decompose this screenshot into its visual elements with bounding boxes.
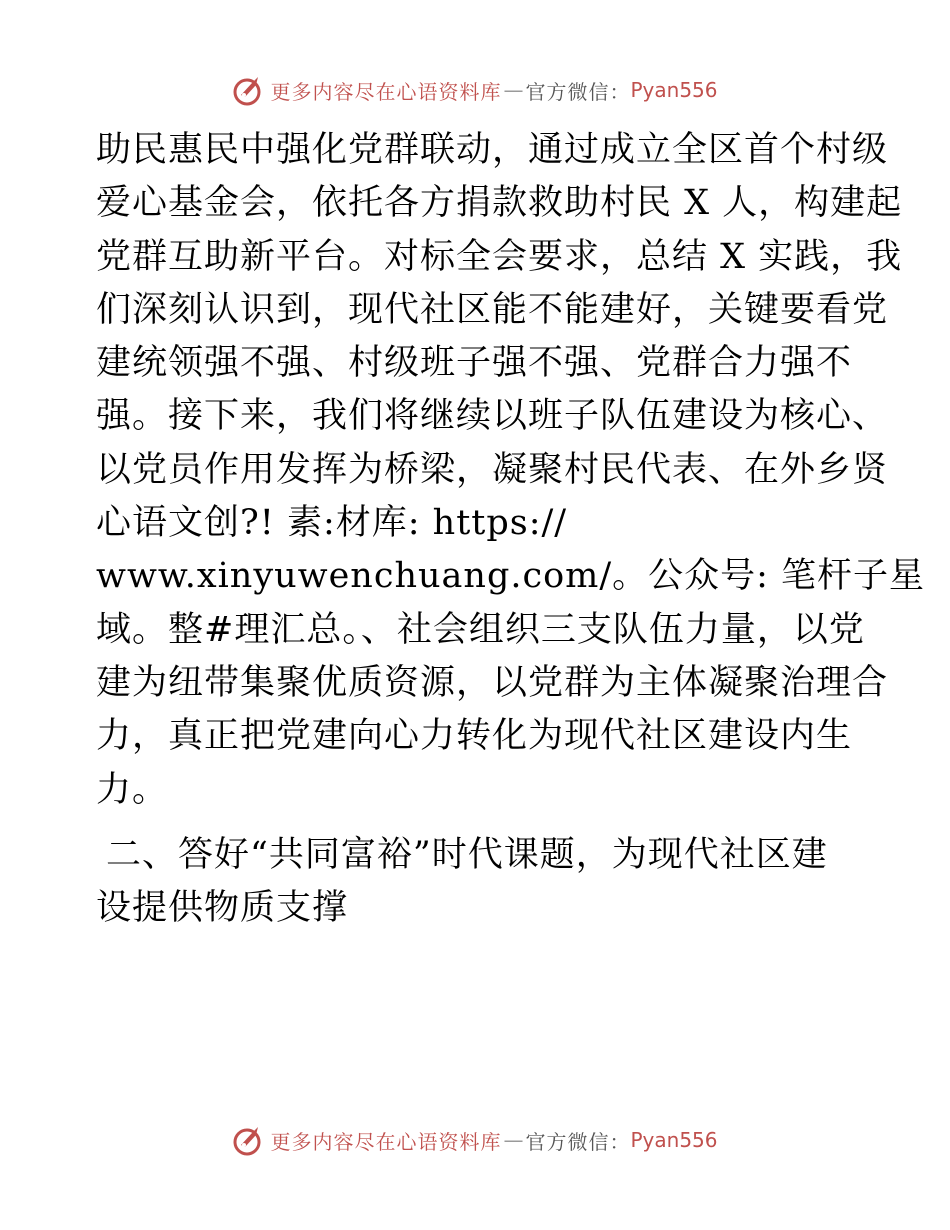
pen-nib-circle-icon (232, 73, 266, 107)
watermark-label: 官方微信： (525, 79, 631, 104)
watermark-text: 更多内容尽在心语资料库 (270, 79, 502, 104)
text-line: 党群互助新平台。对标全会要求，总结 X 实践，我 (96, 236, 903, 277)
header-watermark (0, 70, 950, 110)
watermark-account: Pyan556 (630, 78, 718, 102)
text-line: 以党员作用发挥为桥梁，凝聚村民代表、在外乡贤 (96, 449, 889, 490)
watermark-account: Pyan556 (630, 1128, 718, 1152)
pen-nib-circle-icon (232, 1123, 266, 1157)
watermark-text: 更多内容尽在心语资料库 (270, 1129, 502, 1154)
text-line: 建为纽带集聚优质资源，以党群为主体凝聚治理合 (96, 662, 889, 703)
text-line: 域。整#理汇总。、社会组织三支队伍力量，以党 (96, 609, 865, 650)
text-line: 助民惠民中强化党群联动，通过成立全区首个村级 (96, 130, 889, 170)
heading-line: 设提供物质支撑 (96, 888, 349, 929)
watermark-separator: — (503, 1128, 524, 1152)
heading-line: 二、答好“共同富裕”时代课题，为现代社区建 (106, 834, 828, 875)
text-line: 们深刻认识到，现代社区能不能建好，关键要看党 (96, 289, 889, 330)
text-line: www.xinyuwenchuang.com/。公众号: 笔杆子星 (96, 556, 926, 597)
body-paragraph (96, 124, 926, 817)
text-line: 心语文创?! 素:材库: https:// (96, 503, 568, 544)
document-body (96, 124, 926, 935)
text-line: 力。 (96, 769, 169, 810)
watermark-label: 官方微信： (525, 1129, 631, 1154)
text-line: 爱心基金会，依托各方捐款救助村民 X 人，构建起 (96, 183, 903, 224)
text-line: 力，真正把党建向心力转化为现代社区建设内生 (96, 716, 853, 757)
text-line: 强。接下来，我们将继续以班子队伍建设为核心、 (96, 396, 889, 437)
section-heading (96, 829, 876, 936)
text-line: 建统领强不强、村级班子强不强、党群合力强不 (96, 343, 853, 384)
watermark-separator: — (503, 78, 524, 102)
footer-watermark (0, 1120, 950, 1160)
